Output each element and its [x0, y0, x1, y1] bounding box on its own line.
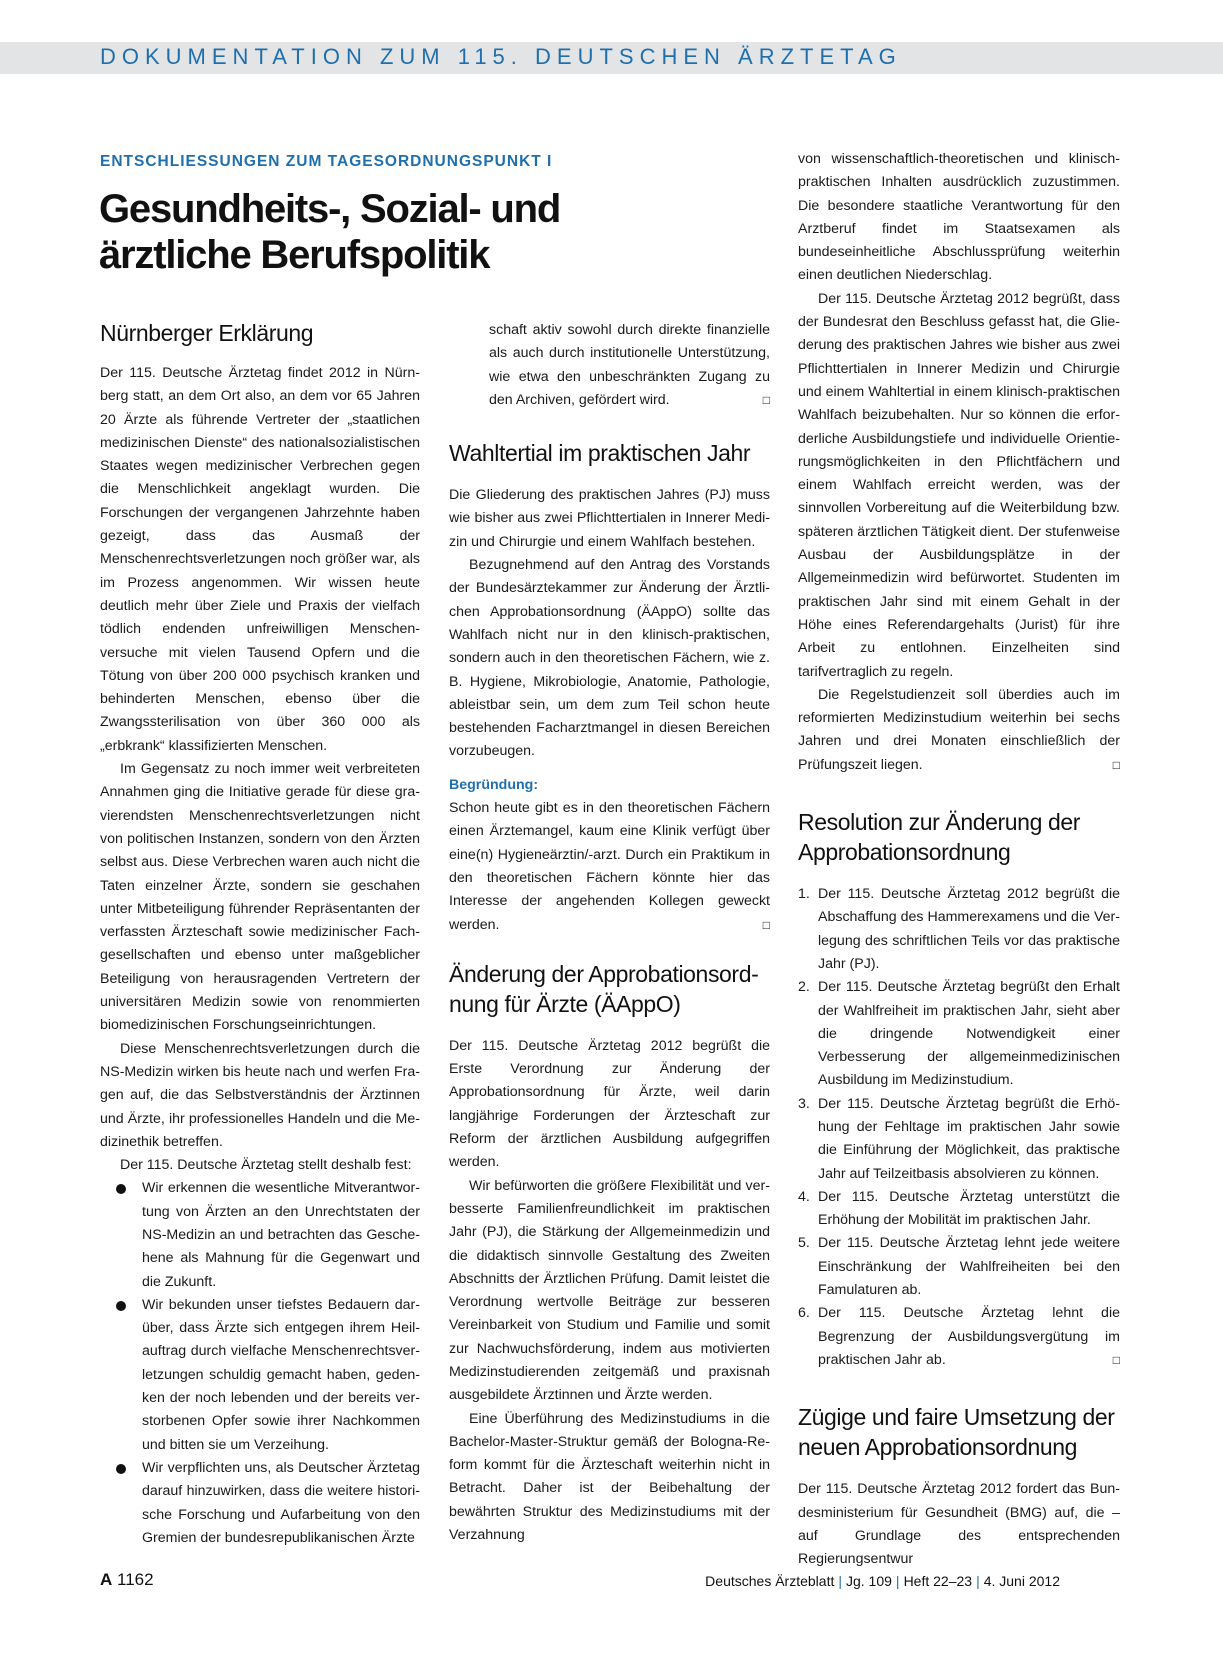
list-item: 1. Der 115. Deutsche Ärztetag 2012 begrüßt die Abschaffung des Hammerexamens und die Verlegung des schriftlichen Teils vor das praktische Jahr (PJ). — [798, 886, 1120, 972]
paragraph: Der 115. Deutsche Ärztetag 2012 fordert das Bundesministerium für Gesundheit (BMG) auf, die – auf Grundlage des entsprechenden Regierungsentwur — [798, 1481, 1120, 1568]
end-mark-icon: □ — [1112, 1352, 1120, 1367]
paragraph: Die Gliederung des praktischen Jahres (PJ) muss wie bisher aus zwei Pflichttertialen in Innerer Medizin und Chirurgie und einem Wahlfach bestehen. — [449, 487, 770, 550]
begruendung-label: Begründung: — [449, 776, 539, 793]
list-item: 6. Der 115. Deutsche Ärztetag lehnt die Begrenzung der Ausbildungsvergütung im praktischen Jahr ab. □ — [798, 1302, 1120, 1372]
bullet-list — [100, 1177, 420, 1550]
volume: Jg. 109 — [845, 1573, 892, 1589]
bullet-dot-icon — [116, 1301, 126, 1311]
numbered-list — [798, 883, 1120, 1372]
list-item: 5. Der 115. Deutsche Ärztetag lehnt jede weitere Einschränkung der Wahlfreiheiten bei den Famulaturen ab. — [798, 1235, 1120, 1299]
paragraph: Der 115. Deutsche Ärztetag 2012 begrüßt die Erste Verordnung zur Änderung der Approbationsordnung für Ärzte, weil darin langjährige Forderungen der Ärzteschaft zur Reform der ärztlichen Ausbildung aufgegriffen werden. — [449, 1037, 770, 1171]
heading-zuegige-umsetzung: Zügige und faire Umsetzung der neuen Approbationsordnung — [798, 1404, 1115, 1461]
page-number: A 1162 — [100, 1570, 154, 1589]
paragraph: Eine Überführung des Medizinstudiums in die Bachelor-Master-Struktur gemäß der Bologna-Reform kommt für die Ärzteschaft weiterhin nicht in Betracht. Daher ist der Beibehaltung der bewährten Struktur des Medizinstudiums mit der Verzahnung — [449, 1410, 770, 1544]
list-item: Wir bekunden unser tiefstes Bedauern darüber, dass Ärzte sich entgegen ihrem Heilauftrag durch vielfache Menschenrechtsverletzungen schuldig gemacht haben, gedenken der noch lebenden und der bereits verstorbenen Opfer sowie ihrer Nachkommen und bitten sie um Verzeihung. — [100, 1294, 420, 1457]
heading-resolution: Resolution zur Änderung der Approbationsordnung — [798, 809, 1080, 866]
column-2 — [449, 319, 770, 1547]
date: 4. Juni 2012 — [983, 1573, 1060, 1589]
section-kicker: ENTSCHLIESSUNGEN ZUM TAGESORDNUNGSPUNKT I — [100, 153, 553, 170]
bullet-dot-icon — [116, 1184, 126, 1194]
issue: Heft 22–23 — [903, 1573, 973, 1589]
heading-nuernberger-erklaerung: Nürnberger Erklärung — [100, 320, 314, 346]
list-item: Wir verpflichten uns, als Deutscher Ärztetag darauf hinzuwirken, dass die weitere historische Forschung und Aufarbeitung von den Gremien der bundesrepublikanischen Ärzte — [100, 1457, 420, 1550]
paragraph: Die Regelstudienzeit soll überdies auch im reformierten Medizinstudium weiterhin bei sechs Jahren und drei Monaten einschließlich der Prüfungszeit liegen. □ — [798, 684, 1120, 777]
column-3 — [798, 148, 1120, 1571]
end-mark-icon: □ — [762, 392, 770, 407]
paragraph: Der 115. Deutsche Ärztetag 2012 begrüßt, dass der Bundesrat den Beschluss gefasst hat, die Gliederung des praktischen Jahres wie bisher aus zwei Pflichttertialen in Innerer Medizin und Chirurgie und einem Wahltertial in einem klinisch-praktischen Wahlfach beizubehalten. Nur so können die erforderliche Ausbildungstiefe und individuelle Orientierungsmöglichkeiten in den Pflichtfächern und einem Wahlfach erreicht werden, was der sinnvollen Vorbereitung auf die Weiterbildung bzw. späteren ärztlichen Tätigkeit dient. Der stufenweise Ausbau der Ausbildungsplätze in der Allgemeinmedizin wird befürwortet. Studenten im praktischen Jahr sind mit einem Gehalt in der Höhe eines Referendargehalts (Jurist) für ihre Arbeit zu entlohnen. Einzelheiten sind tarifvertraglich zu regeln. — [798, 290, 1120, 680]
paragraph: Im Gegensatz zu noch immer weit verbreiteten Annahmen ging die Initiative gerade für diese gravierendsten Menschenrechtsverletzungen nicht von politischen Instanzen, sondern von den Ärzten selbst aus. Diese Verbrechen waren auch nicht die Taten einzelner Ärzte, sondern sie geschahen unter Mitbeteiligung führender Repräsentanten der verfassten Ärzteschaft sowie medizinischer Fachgesellschaften und ebenso unter maßgeblicher Beteiligung von herausragenden Vertretern der universitären Medizin sowie von renommierten biomedizinischen Forschungseinrichtungen. — [100, 761, 420, 1034]
list-item: 3. Der 115. Deutsche Ärztetag begrüßt die Erhöhung der Fehltage im praktischen Jahr sowie die Einführung der Möglichkeit, das praktische Jahr auf Teilzeitbasis absolvieren zu können. — [798, 1095, 1120, 1182]
paragraph: Der 115. Deutsche Ärztetag stellt deshalb fest: — [120, 1157, 412, 1174]
list-item: 4. Der 115. Deutsche Ärztetag unterstützt die Erhöhung der Mobilität im praktischen Jahr. — [798, 1188, 1120, 1229]
paragraph: schaft aktiv sowohl durch direkte finanzielle als auch durch institutionelle Unterstützung, wie etwa den unbeschränkten Zugang zu den Archiven, gefördert wird. □ — [449, 319, 770, 412]
paragraph: Der 115. Deutsche Ärztetag findet 2012 in Nürnberg statt, an dem Ort also, an dem vor 65 Jahren 20 Ärzte als führende Vertreter der „staatlichen medizinischen Dienste“ des nationalsozialistischen Staates wegen medizinischer Verbrechen gegen die Menschlichkeit angeklagt wurden. Die Forschungen der vergangenen Jahrzehnte haben gezeigt, dass das Ausmaß der Menschenrechtsverletzungen noch größer war, als im Prozess angenommen. Wir wissen heute deutlich mehr über Ziele und Praxis der vielfach tödlich endenden unfreiwilligen Menschenversuche mit vielen Tausend Opfern und die Tötung von über 200 000 psychisch kranken und behinderten Menschen, ebenso über die Zwangssterilisation von über 360 000 als „erbkrank“ klassifizierten Menschen. — [100, 365, 420, 754]
heading-aenderung-approbationsordnung: Änderung der Approbationsordnung für Ärzte (ÄAppO) — [449, 960, 759, 1017]
list-item: 2. Der 115. Deutsche Ärztetag begrüßt den Erhalt der Wahlfreiheit im praktischen Jahr, sieht aber die dringende Notwendigkeit einer Verbesserung der allgemeinmedizinischen Ausbildung im Medizinstudium. — [798, 979, 1120, 1089]
header-banner-text: DOKUMENTATION ZUM 115. DEUTSCHEN ÄRZTETAG — [100, 44, 902, 69]
paragraph: Wir befürworten die größere Flexibilität und verbesserte Familienfreundlichkeit im praktischen Jahr (PJ), die Stärkung der Allgemeinmedizin und die didaktisch sinnvolle Gestaltung des Zweiten Abschnitts der Ärztlichen Prüfung. Damit leistet die Verordnung wertvolle Beiträge zur besseren Vereinbarkeit von Studium und Familie und somit zur Nachwuchsförderung, indem aus motivierten Medizinstudierenden zeitgemäß und praxisnah ausgebildete Ärztinnen und Ärzte werden. — [449, 1177, 770, 1404]
paragraph: von wissenschaftlich-theoretischen und klinisch-praktischen Inhalten ausdrücklich zuzustimmen. Die besondere staatliche Verantwortung für den Arztberuf findet im Staatsexamen als bundeseinheitliche Abschlussprüfung weiterhin einen deutlichen Niederschlag. — [798, 151, 1120, 284]
bullet-dot-icon — [116, 1464, 126, 1474]
end-mark-icon: □ — [1112, 757, 1120, 772]
page-title: Gesundheits-, Sozial- und ärztliche Berufspolitik — [99, 187, 561, 277]
journal-name: Deutsches Ärzteblatt — [705, 1573, 835, 1589]
paragraph: Schon heute gibt es in den theoretischen Fächern einen Ärztemangel, kaum eine Klinik verfügt über eine(n) Hygieneärztin/-arzt. Durch ein Praktikum in den theoretischen Fächern könnte hier das Interesse der angehenden Kollegen geweckt werden. □ — [449, 797, 770, 937]
end-mark-icon: □ — [762, 917, 770, 932]
column-1 — [100, 318, 420, 1550]
list-item: Wir erkennen die wesentliche Mitverantwortung von Ärzten an den Unrechtstaten der NS-Medizin an und betrachten das Geschehene als Mahnung für die Gegenwart und die Zukunft. — [100, 1177, 420, 1293]
paragraph: Diese Menschenrechtsverletzungen durch die NS-Medizin wirken bis heute nach und werfen Fragen auf, die das Selbstverständnis der Ärztinnen und Ärzte, ihr professionelles Handeln und die Medizinethik betreffen. — [100, 1040, 420, 1150]
footer-citation: Deutsches Ärzteblatt | Jg. 109 | Heft 22–23 | 4. Juni 2012 — [705, 1573, 1060, 1589]
heading-wahltertial: Wahltertial im praktischen Jahr — [449, 440, 751, 467]
paragraph: Bezugnehmend auf den Antrag des Vorstands der Bundesärztekammer zur Änderung der Ärztlichen Approbationsordnung (ÄAppO) sollte das Wahlfach nicht nur in den klinisch-praktischen, sondern auch in den theoretischen Fächern, wie z. B. Hygiene, Mikrobiologie, Anatomie, Pathologie, ableistbar sein, um dem zum Teil schon heute bestehenden Facharztmangel in diesen Bereichen vorzubeugen. — [449, 557, 770, 760]
